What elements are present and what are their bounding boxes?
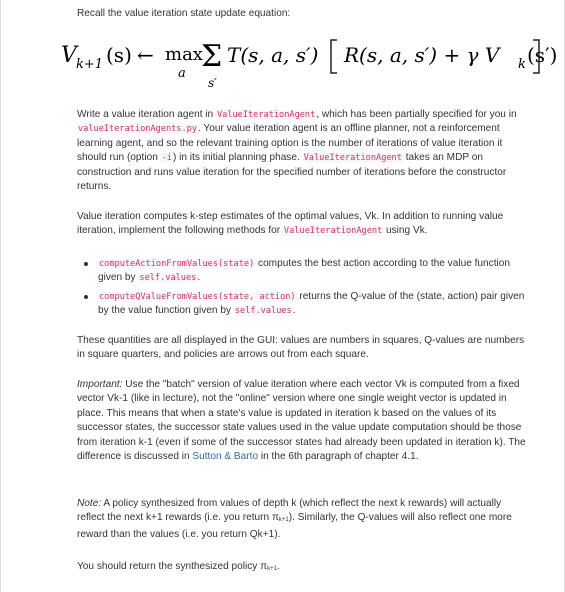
paragraph-methods-intro <box>77 210 529 239</box>
p5-text-1: A policy synthesized from values of depth k (which reflect the next k rewards) will actually reflect the next k+1 rewards (i.e. you return π <box>77 498 502 524</box>
list-item <box>77 257 529 286</box>
p1-code-1: ValueIterationAgent <box>216 110 316 120</box>
p1-text-3: . Your value iteration agent is an offline planner, not a reinforcement learning agent, and so the relevant training option is the number of iterations of value iteration it should run (option <box>77 123 503 164</box>
list-item <box>77 290 529 319</box>
paragraph-important <box>77 378 529 464</box>
intro-text: Recall the value iteration state update equation: <box>77 8 291 19</box>
note-label: Note: <box>77 498 102 509</box>
p4-text-1: Use the "batch" version of value iteration where each vector Vk is computed from a fixed vector Vk-1 (like in lecture), not the "online" version where one single weight vector is updated in place. This means that when a state's value is updated in iteration k based on the values of its successor states, the successor state values used in the value update computation should be those from iteration k-1 (even if some of the successor states had already been updated in iteration k). The difference is discussed in <box>77 379 526 463</box>
paragraph-return-policy <box>77 560 529 576</box>
eq-lhs: V <box>61 43 77 68</box>
methods-list <box>77 257 529 323</box>
sutton-barto-link[interactable]: Sutton & Barto <box>192 451 259 463</box>
p1-code-4: ValueIterationAgent <box>303 153 402 164</box>
p4-text-2: in the 6th paragraph of chapter 4.1. <box>258 451 419 463</box>
method-ref: self.values <box>234 306 292 317</box>
eq-lhs-arg: (s) <box>106 43 132 67</box>
value-iteration-equation <box>61 32 558 92</box>
p1-text-1: Write a value iteration agent in <box>77 109 216 120</box>
method-end: . <box>292 305 296 317</box>
method-name: computeQValueFromValues(state, action) <box>99 291 296 302</box>
eq-max: max <box>165 44 203 65</box>
paragraph-note <box>77 497 529 542</box>
p2-text-1: Value iteration computes k-step estimates of the optimal values, Vk. In addition to running value iteration, implement the following methods for <box>77 211 504 237</box>
p6-subscript: k+1 <box>267 566 277 572</box>
p1-code-2: valueIterationAgents.py <box>78 124 197 135</box>
method-description: computes the best action according to the value function given by <box>98 258 510 284</box>
p1-code-3: -i <box>161 153 172 164</box>
p5-subscript: k+1 <box>278 517 289 524</box>
p1-text-4: ) in its initial planning phase. <box>172 152 303 164</box>
equation-svg <box>61 32 558 92</box>
p2-text-2: using Vk. <box>383 225 428 237</box>
important-label: Important: <box>77 379 123 390</box>
p6-text-1: You should return the synthesized policy π <box>77 561 268 572</box>
p2-code-1: ValueIterationAgent <box>283 226 383 237</box>
method-name: computeActionFromValues(state) <box>99 259 255 269</box>
eq-reward-arg: (s′) <box>527 43 558 67</box>
p1-text-2: , which has been partially specified for you in <box>316 109 517 120</box>
eq-arrow: ← <box>137 43 154 67</box>
method-end: . <box>197 272 201 284</box>
p1-text-5: takes an MDP on construction and runs value iteration for the specified number of iterations before the constructor returns. <box>77 152 507 193</box>
method-ref: self.values <box>139 273 197 284</box>
eq-transition: T(s, a, s′) <box>227 43 319 67</box>
paragraph-gui: These quantities are all displayed in the GUI: values are numbers in squares, Q-values are numbers in square quarters, and policies are arrows out from each square. <box>77 335 525 361</box>
p5-text-2: ). Similarly, the Q-values will also reflect one more reward than the values (i.e. you return Qk+1). <box>77 512 512 540</box>
eq-lhs-sub: k+1 <box>76 57 104 72</box>
eq-max-sub: a <box>178 66 186 81</box>
eq-sum-sub: s′ <box>208 76 217 90</box>
eq-left-bracket <box>331 40 337 73</box>
eq-reward: R(s, a, s′) + γ V <box>344 43 500 67</box>
eq-sum: Σ <box>201 39 223 74</box>
method-description: returns the Q-value of the (state, action) pair given by the value function given by <box>98 290 525 317</box>
eq-reward-sub: k <box>518 57 526 72</box>
p6-text-2: . <box>276 561 280 572</box>
paragraph-agent-description <box>77 108 529 194</box>
